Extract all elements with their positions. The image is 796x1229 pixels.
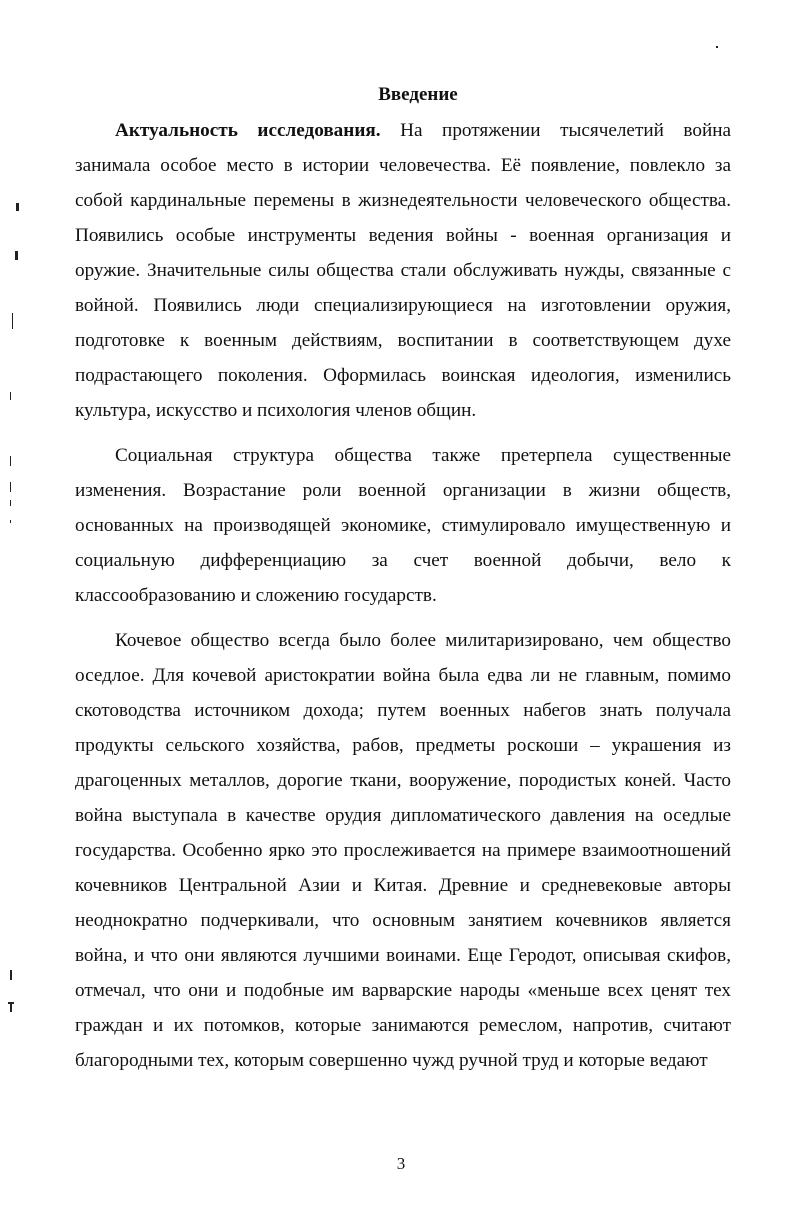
scan-artifact <box>716 46 718 48</box>
paragraph-body: На протяжении тысячелетий война занимала особое место в истории человечества. Её появление, повлекло за собой кардинальные перемены в жизнедеятельности человеческого общества. Появились особые инструменты ведения войны - военная организация и оружие. Значительные силы общества стали обслуживать нужды, связанные с войной. Появились люди специализирующиеся на изготовлении оружия, подготовке к военным действиям, воспитании в соответствующем духе подрастающего поколения. Оформилась воинская идеология, изменились культура, искусство и психология членов общин. <box>75 120 731 421</box>
paragraph-social-structure <box>75 438 731 613</box>
paragraph-relevance <box>75 113 731 428</box>
page-number: 3 <box>396 1154 406 1173</box>
scan-artifact <box>10 482 11 492</box>
scan-artifact <box>10 520 11 523</box>
section-heading: Введение <box>378 84 458 105</box>
scan-artifact <box>16 203 19 211</box>
paragraph-nomadic-society <box>75 623 731 1078</box>
scan-artifact <box>12 313 13 329</box>
scan-artifact <box>10 392 11 400</box>
paragraph-lead: Актуальность исследования. <box>115 120 381 141</box>
scan-artifact <box>10 500 11 506</box>
paragraph-body: Социальная структура общества также претерпела существенные изменения. Возрастание роли военной организации в жизни обществ, основанных на производящей экономике, стимулировало имущественную и социальную дифференциацию за счет военной добычи, вело к классообразованию и сложению государств. <box>75 445 731 606</box>
scan-artifact <box>10 456 11 466</box>
scan-artifact <box>10 970 12 980</box>
scan-artifact <box>15 251 18 260</box>
scan-artifact <box>10 1004 12 1012</box>
paragraph-body: Кочевое общество всегда было более милитаризировано, чем общество оседлое. Для кочевой аристократии война была едва ли не главным, помимо скотоводства источником дохода; путем военных набегов знать получала продукты сельского хозяйства, рабов, предметы роскоши – украшения из драгоценных металлов, дорогие ткани, вооружение, породистых коней. Часто война выступала в качестве орудия дипломатического давления на оседлые государства. Особенно ярко это прослеживается на примере взаимоотношений кочевников Центральной Азии и Китая. Древние и средневековые авторы неоднократно подчеркивали, что основным занятием кочевников является война, и что они являются лучшими воинами. Еще Геродот, описывая скифов, отмечал, что они и подобные им варварские народы «меньше всех ценят тех граждан и их потомков, которые занимаются ремеслом, напротив, считают благородными тех, которым совершенно чужд ручной труд и которые ведают <box>75 630 731 1071</box>
